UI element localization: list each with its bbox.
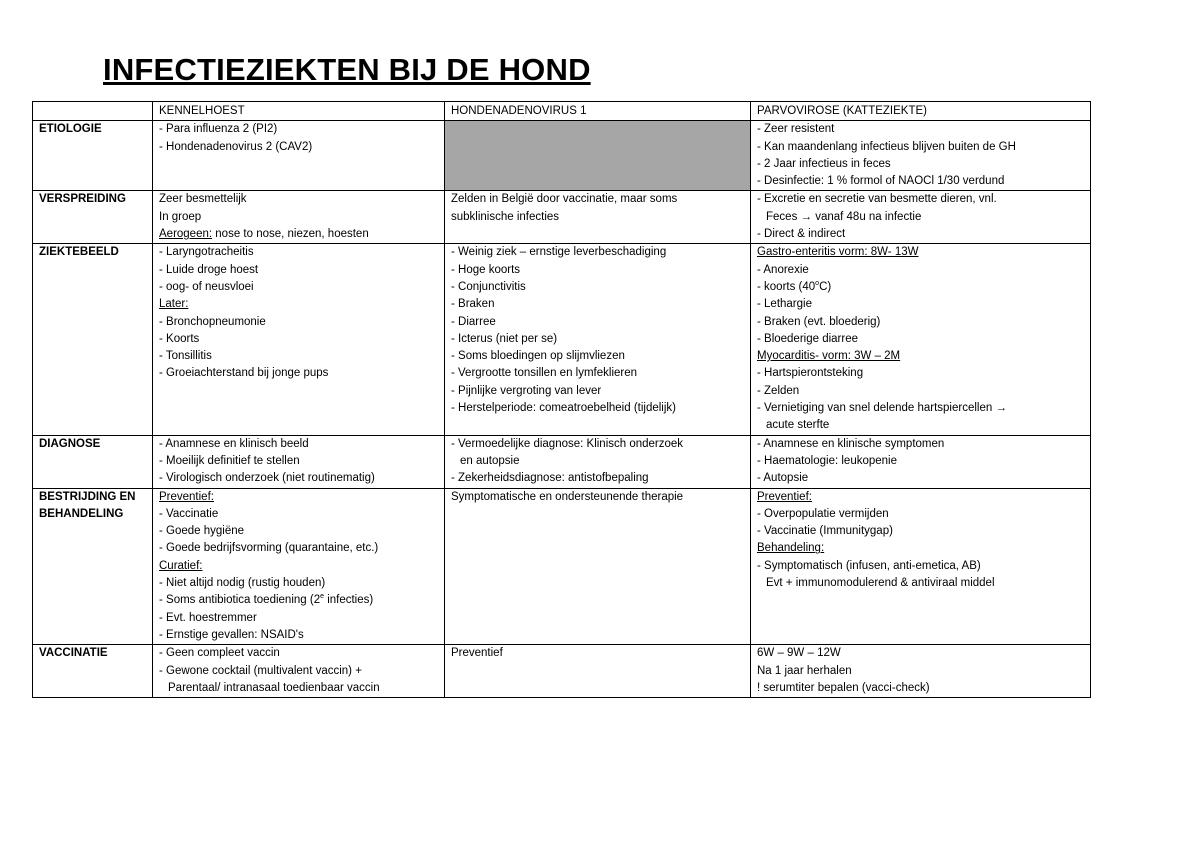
list-item: - Braken (evt. bloederig) xyxy=(757,315,881,328)
list-item: - Tonsillitis xyxy=(159,350,212,363)
list-item: Zeer besmettelijk xyxy=(159,193,247,206)
list-item: - Herstelperiode: comeatroebelheid (tijdelijk) xyxy=(451,402,676,415)
list-item: - Direct & indirect xyxy=(757,228,846,241)
list-item: subklinische infecties xyxy=(451,210,560,223)
list-item: - Anamnese en klinisch beeld xyxy=(159,437,309,450)
list-item: - Goede hygiëne xyxy=(159,525,245,538)
list-item: Parentaal/ intranasaal toedienbaar vaccin xyxy=(168,681,380,694)
list-item: - Gewone cocktail (multivalent vaccin) + xyxy=(159,664,362,677)
list-item: - Pijnlijke vergroting van lever xyxy=(451,384,602,397)
list-item: - Niet altijd nodig (rustig houden) xyxy=(159,577,326,590)
list-item: - Haematologie: leukopenie xyxy=(757,454,898,467)
header-parvovirose: PARVOVIROSE (KATTEZIEKTE) xyxy=(751,102,1091,121)
list-item: - Hartspierontsteking xyxy=(757,367,864,380)
list-item: - Para influenza 2 (PI2) xyxy=(159,123,278,136)
list-item: - Geen compleet vaccin xyxy=(159,647,280,660)
list-item: - Koorts xyxy=(159,332,200,345)
list-item-text: infecties) xyxy=(324,594,374,607)
cell-adenovirus-empty xyxy=(445,121,751,191)
row-etiologie xyxy=(33,121,1091,191)
list-item: - Luide droge hoest xyxy=(159,263,259,276)
list-item: - Weinig ziek – ernstige leverbeschadiging xyxy=(451,246,667,259)
row-label-line: BESTRIJDING EN xyxy=(39,490,136,503)
list-item: Zelden in België door vaccinatie, maar soms xyxy=(451,193,678,206)
list-item: - Hoge koorts xyxy=(451,263,521,276)
cell-adenovirus xyxy=(445,244,751,435)
row-label-line: BEHANDELING xyxy=(39,507,124,520)
list-item: - Evt. hoestremmer xyxy=(159,611,257,624)
list-item: - Excretie en secretie van besmette dieren, vnl. xyxy=(757,193,997,206)
list-item-text: nose to nose, niezen, hoesten xyxy=(212,228,369,241)
list-item: - Zekerheidsdiagnose: antistofbepaling xyxy=(451,472,649,485)
list-item: - Vergrootte tonsillen en lymfeklieren xyxy=(451,367,638,380)
subheading: Later: xyxy=(159,298,189,311)
row-label: VERSPREIDING xyxy=(33,191,153,244)
list-item xyxy=(757,279,1084,296)
list-item: - Braken xyxy=(451,298,495,311)
cell-kennelhoest xyxy=(153,121,445,191)
list-item: - Autopsie xyxy=(757,472,809,485)
subheading: Preventief: xyxy=(757,490,812,503)
row-bestrijding xyxy=(33,488,1091,645)
list-item xyxy=(159,592,438,609)
row-label: VACCINATIE xyxy=(33,645,153,698)
list-item: - Groeiachterstand bij jonge pups xyxy=(159,367,329,380)
page-title: INFECTIEZIEKTEN BIJ DE HOND xyxy=(103,52,591,87)
list-item-text: - koorts (40 xyxy=(757,280,816,293)
subheading: Aerogeen: xyxy=(159,228,213,241)
cell-adenovirus xyxy=(445,435,751,488)
list-item: - Ernstige gevallen: NSAID's xyxy=(159,628,304,641)
list-item: - Desinfectie: 1 % formol of NAOCl 1/30 verdund xyxy=(757,175,1005,188)
list-item: 6W – 9W – 12W xyxy=(757,647,841,660)
superscript: o xyxy=(815,280,820,288)
list-item: Feces → vanaf 48u na infectie xyxy=(766,210,922,223)
cell-kennelhoest xyxy=(153,191,445,244)
list-item: en autopsie xyxy=(460,454,520,467)
list-item: - Vaccinatie (Immunitygap) xyxy=(757,525,893,538)
row-diagnose xyxy=(33,435,1091,488)
list-item: In groep xyxy=(159,210,202,223)
list-item: - Zelden xyxy=(757,384,800,397)
list-item: - Bloederige diarree xyxy=(757,332,859,345)
cell-adenovirus xyxy=(445,488,751,645)
cell-parvovirose xyxy=(751,191,1091,244)
subheading: Gastro-enteritis vorm: 8W- 13W xyxy=(757,246,919,259)
cell-parvovirose xyxy=(751,645,1091,698)
row-label: ETIOLOGIE xyxy=(33,121,153,191)
cell-parvovirose xyxy=(751,244,1091,435)
cell-parvovirose xyxy=(751,121,1091,191)
row-label: DIAGNOSE xyxy=(33,435,153,488)
cell-parvovirose xyxy=(751,435,1091,488)
subheading: Behandeling: xyxy=(757,542,825,555)
cell-kennelhoest xyxy=(153,488,445,645)
list-item: - Moeilijk definitief te stellen xyxy=(159,454,300,467)
header-adenovirus: HONDENADENOVIRUS 1 xyxy=(445,102,751,121)
cell-parvovirose xyxy=(751,488,1091,645)
subheading: Preventief: xyxy=(159,490,214,503)
cell-kennelhoest xyxy=(153,244,445,435)
list-item: - Diarree xyxy=(451,315,496,328)
list-item: Symptomatische en ondersteunende therapie xyxy=(451,490,684,503)
list-item-text: C) xyxy=(819,280,832,293)
header-kennelhoest: KENNELHOEST xyxy=(153,102,445,121)
list-item: - Zeer resistent xyxy=(757,123,835,136)
list-item: - Vernietiging van snel delende hartspiercellen → xyxy=(757,402,1007,415)
list-item: acute sterfte xyxy=(766,419,830,432)
row-ziektebeeld xyxy=(33,244,1091,435)
row-label: ZIEKTEBEELD xyxy=(33,244,153,435)
list-item: Evt + immunomodulerend & antiviraal middel xyxy=(766,577,995,590)
list-item: - Soms bloedingen op slijmvliezen xyxy=(451,350,625,363)
list-item: - Goede bedrijfsvorming (quarantaine, etc.) xyxy=(159,542,379,555)
cell-adenovirus xyxy=(445,191,751,244)
list-item: - Overpopulatie vermijden xyxy=(757,507,889,520)
row-verspreiding xyxy=(33,191,1091,244)
list-item: - Vermoedelijke diagnose: Klinisch onderzoek xyxy=(451,437,684,450)
list-item-text: - Soms antibiotica toediening (2 xyxy=(159,594,321,607)
disease-table xyxy=(32,101,1091,698)
row-label xyxy=(33,488,153,645)
cell-adenovirus xyxy=(445,645,751,698)
list-item: - Hondenadenovirus 2 (CAV2) xyxy=(159,140,313,153)
list-item: - Lethargie xyxy=(757,298,812,311)
header-empty xyxy=(33,102,153,121)
list-item: - Symptomatisch (infusen, anti-emetica, AB) xyxy=(757,559,981,572)
cell-kennelhoest xyxy=(153,645,445,698)
list-item: - Kan maandenlang infectieus blijven buiten de GH xyxy=(757,140,1016,153)
list-item: Preventief xyxy=(451,647,503,660)
subheading: Curatief: xyxy=(159,559,203,572)
list-item: - Vaccinatie xyxy=(159,507,219,520)
list-item: - Icterus (niet per se) xyxy=(451,332,558,345)
list-item: ! serumtiter bepalen (vacci-check) xyxy=(757,681,930,694)
list-item: - Anamnese en klinische symptomen xyxy=(757,437,945,450)
subheading: Myocarditis- vorm: 3W – 2M xyxy=(757,350,901,363)
superscript: e xyxy=(320,593,324,601)
row-vaccinatie xyxy=(33,645,1091,698)
list-item: - Laryngotracheitis xyxy=(159,246,254,259)
list-item: Na 1 jaar herhalen xyxy=(757,664,852,677)
list-item: - oog- of neusvloei xyxy=(159,280,254,293)
list-item xyxy=(159,226,438,243)
cell-kennelhoest xyxy=(153,435,445,488)
header-row xyxy=(33,102,1091,121)
list-item: - Virologisch onderzoek (niet routinematig) xyxy=(159,472,375,485)
list-item: - 2 Jaar infectieus in feces xyxy=(757,157,891,170)
list-item: - Anorexie xyxy=(757,263,809,276)
list-item: - Bronchopneumonie xyxy=(159,315,266,328)
list-item: - Conjunctivitis xyxy=(451,280,526,293)
